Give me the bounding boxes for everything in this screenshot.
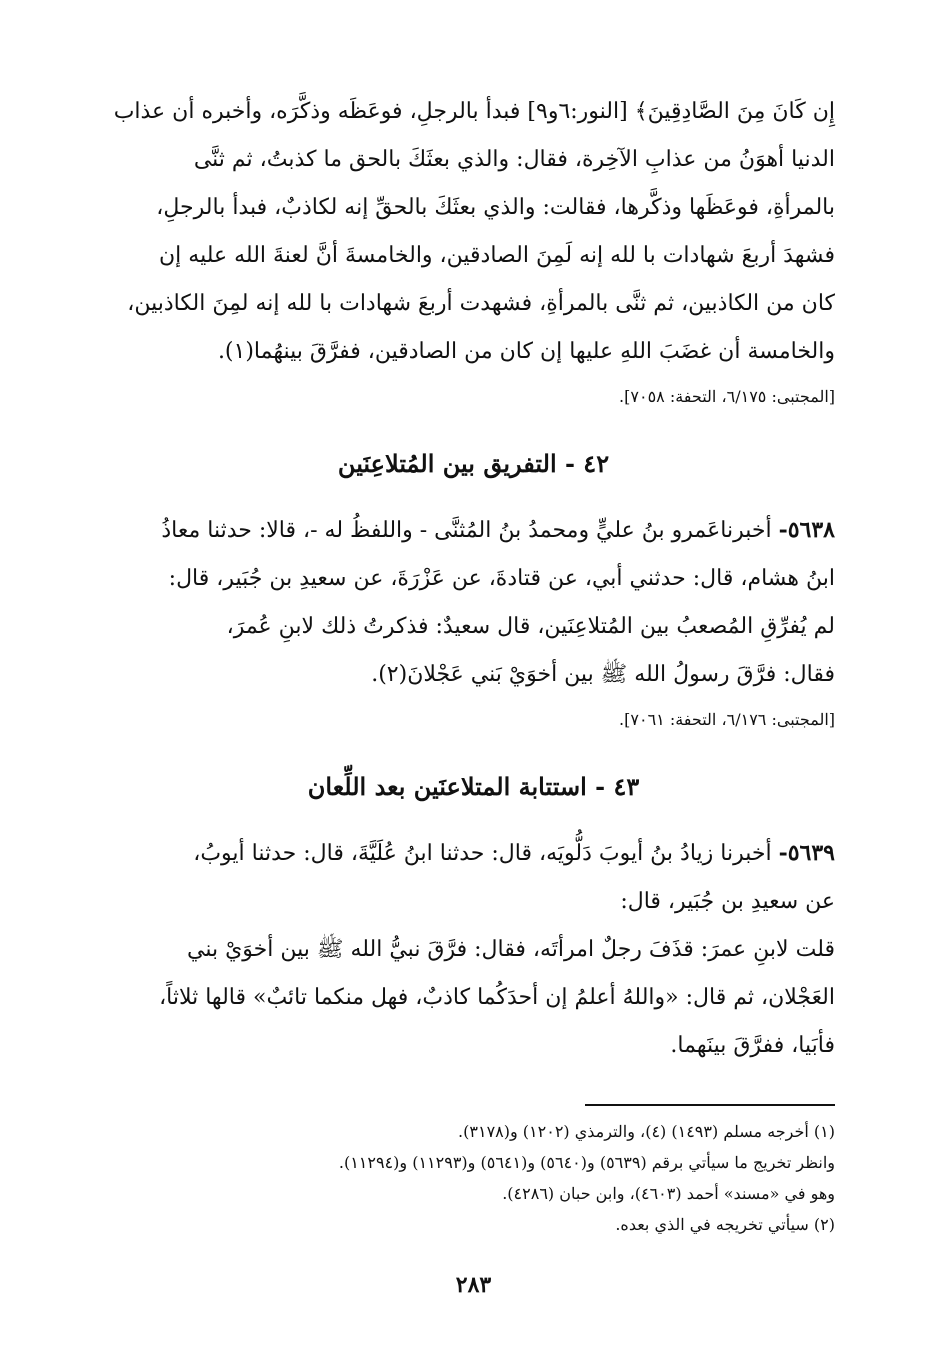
text-line bbox=[112, 829, 835, 878]
text-line: فأبَيا، ففرَّقَ بينَهما. bbox=[670, 1033, 835, 1058]
text-line: إِن كَانَ مِنَ الصَّادِقِينَ﴾ [النور:٦و٩] فبدأ بالرجلِ، فوعَظَه وذكَّرَه، وأخبره أن عذاب bbox=[113, 99, 835, 124]
text-line: عن سعيدِ بن جُبَير، قال: bbox=[620, 889, 835, 914]
text-line: العَجْلان، ثم قال: «واللهُ أعلمُ إن أحدَكُما كاذبٌ، فهل منكما تائبٌ» قالها ثلاثاً، bbox=[159, 985, 835, 1010]
footnotes bbox=[112, 1116, 835, 1240]
text-line: لم يُفرِّقِ المُصعبُ بين المُتلاعِنَين، قال سعيدٌ: فذكرتُ ذلك لابنِ عُمرَ، bbox=[226, 614, 835, 639]
footnote: (٢) سيأتي تخريجه في الذي بعده. bbox=[615, 1215, 835, 1234]
text-line: بالمرأةِ، فوعَظَها وذكَّرها، فقالت: والذي بعثَكَ بالحقِّ إنه لكاذبٌ، فبدأ بالرجلِ، bbox=[156, 195, 835, 220]
footnote: وهو في «مسند» أحمد (٤٦٠٣)، وابن حبان (٤٢٨٦). bbox=[502, 1184, 835, 1203]
section-42-title: ٤٢ - التفريق بين المُتلاعِنَين bbox=[337, 449, 610, 478]
hadith-5638 bbox=[112, 506, 835, 699]
section-43-title: ٤٣ - استتابة المتلاعنَين بعد اللِّعان bbox=[307, 772, 640, 801]
hadith-number: ٥٦٣٩- bbox=[778, 840, 835, 866]
hadith-5639 bbox=[112, 829, 835, 1070]
footnote: (١) أخرجه مسلم (١٤٩٣) (٤)، والترمذي (١٢٠٢) و(٣١٧٨). bbox=[458, 1122, 835, 1141]
text-line: ابنُ هشام، قال: حدثني أبي، عن قتادةَ، عن عَزْرَةَ، عن سعيدِ بن جُبَير، قال: bbox=[168, 566, 835, 591]
footnote-divider bbox=[585, 1104, 835, 1106]
footnote: وانظر تخريج ما سيأتي برقم (٥٦٣٩) و(٥٦٤٠) و(٥٦٤١) و(١١٢٩٣) و(١١٢٩٤). bbox=[338, 1153, 835, 1172]
source-reference: [المجتبى: ٦/١٧٦، التحفة: ٧٠٦١]. bbox=[619, 710, 835, 729]
text-line: فقال: فرَّقَ رسولُ الله ﷺ بين أخوَيْ بَني عَجْلانَ(٢). bbox=[371, 662, 835, 687]
text-line: الدنيا أهوَنُ من عذابِ الآخِرة، فقال: والذي بعثَكَ بالحق ما كذبتُ، ثم ثنَّى bbox=[193, 147, 835, 172]
text-line: كان من الكاذبين، ثم ثنَّى بالمرأةِ، فشهدت أربعَ شهادات با لله إنه لمِنَ الكاذبين، bbox=[127, 291, 835, 316]
page-number: ٢٨٣ bbox=[455, 1272, 492, 1298]
opening-paragraph bbox=[112, 88, 835, 376]
isnad-text: أخبرناعَمرو بنُ عليٍّ ومحمدُ بنُ المُثنَّى - واللفظُ له -، قالا: حدثنا معاذُ bbox=[161, 518, 779, 543]
text-line: قلت لابنِ عمرَ: قذَفَ رجلٌ امرأتَه، فقال: فرَّقَ نبيُّ الله ﷺ بين أخوَيْ بني bbox=[187, 937, 835, 962]
isnad-text: أخبرنا زيادُ بنُ أيوبَ دَلُّويَه، قال: حدثنا ابنُ عُلَيَّةَ، قال: حدثنا أيوبُ، bbox=[193, 841, 779, 866]
text-line bbox=[112, 506, 835, 555]
hadith-number: ٥٦٣٨- bbox=[778, 517, 835, 543]
text-line: والخامسة أن غضَبَ اللهِ عليها إن كان من الصادقين، ففرَّقَ بينهُما(١). bbox=[217, 339, 835, 364]
source-reference: [المجتبى: ٦/١٧٥، التحفة: ٧٠٥٨]. bbox=[619, 387, 835, 406]
document-page bbox=[112, 88, 835, 1240]
text-line: فشهدَ أربعَ شهادات با لله إنه لَمِنَ الصادقين، والخامسةَ أنَّ لعنةَ الله عليه إن bbox=[159, 243, 835, 268]
